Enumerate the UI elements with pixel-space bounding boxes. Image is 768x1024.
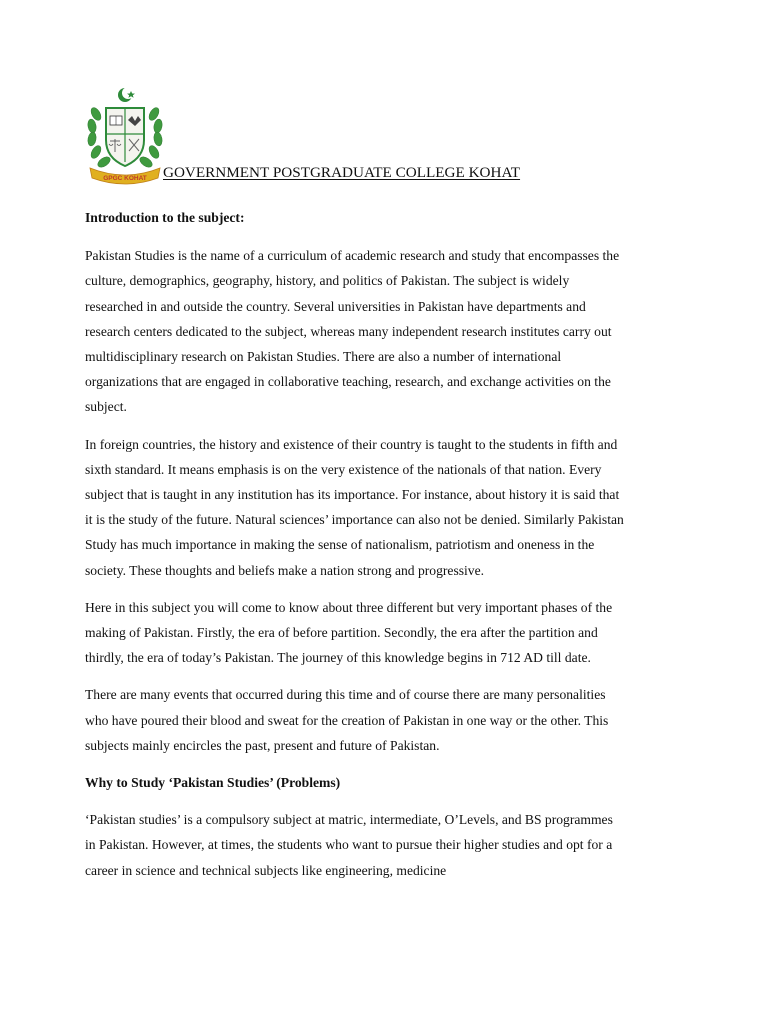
college-crest-logo xyxy=(84,82,166,186)
paragraph: ‘Pakistan studies’ is a compulsory subject at matric, intermediate, O’Levels, and BS programmes in Pakistan. However, at times, the students who want to pursue their higher studies and opt for a career in science and technical subjects like engineering, medicine xyxy=(85,812,613,878)
document-body xyxy=(85,205,625,895)
ribbon-banner xyxy=(90,168,160,184)
crescent-star-icon xyxy=(118,87,135,102)
college-title: GOVERNMENT POSTGRADUATE COLLEGE KOHAT xyxy=(163,164,521,181)
shield-icon xyxy=(106,108,144,166)
why-study-heading: Why to Study ‘Pakistan Studies’ (Problems) xyxy=(85,775,341,791)
paragraph: There are many events that occurred during this time and of course there are many personalities who have poured their blood and sweat for the creation of Pakistan in one way or the other. This subjects mainly encircles the past, present and future of Pakistan. xyxy=(85,687,609,753)
paragraph: Here in this subject you will come to know about three different but very important phases of the making of Pakistan. Firstly, the era of before partition. Secondly, the era after the partition and thirdly, the era of today’s Pakistan. The journey of this knowledge begins in 712 AD till date. xyxy=(85,599,613,666)
paragraph: Pakistan Studies is the name of a curriculum of academic research and study that encompasses the culture, demographics, geography, history, and politics of Pakistan. The subject is widely researched in and outside the country. Several universities in Pakistan have departments and research centers dedicated to the subject, whereas many independent research institutes carry out multidisciplinary research on Pakistan Studies. There are also a number of international organizations that are engaged in collaborative teaching, research, and exchange activities on the subject. xyxy=(85,248,620,415)
svg-text:GPGC KOHAT: GPGC KOHAT xyxy=(103,175,147,182)
document-header xyxy=(84,82,644,186)
paragraph: In foreign countries, the history and existence of their country is taught to the students in fifth and sixth standard. It means emphasis is on the very existence of the nationals of that nation. Every subject that is taught in any institution has its importance. For instance, about history it is said that it is the study of the future. Natural sciences’ importance can also not be denied. Similarly Pakistan Study has much importance in making the sense of nationalism, patriotism and oneness in the society. These thoughts and beliefs make a nation strong and progressive. xyxy=(85,436,624,578)
intro-heading: Introduction to the subject: xyxy=(85,210,245,225)
